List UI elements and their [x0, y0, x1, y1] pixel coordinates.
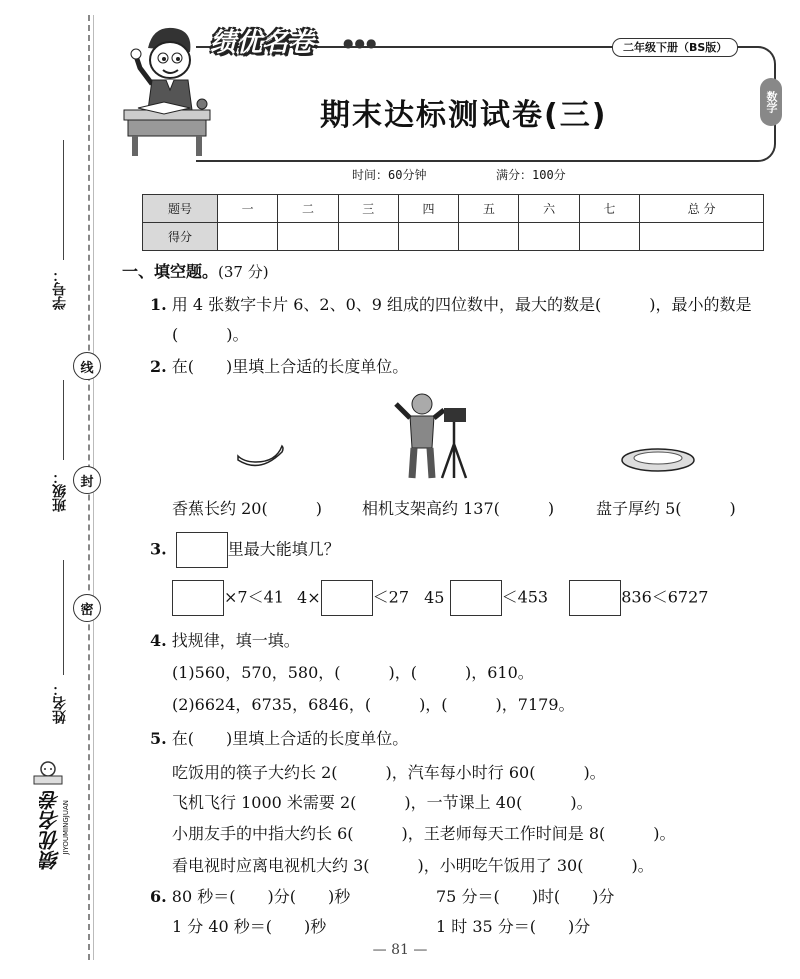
q3-answer-box-4[interactable]	[569, 580, 621, 616]
q3-expr-3-after: ＜453	[501, 587, 549, 607]
score-cell[interactable]	[398, 223, 458, 251]
score-cell[interactable]	[338, 223, 398, 251]
q3-prompt: 里最大能填几？	[227, 539, 340, 559]
seal-seal-char: 封	[73, 466, 101, 494]
q3-expr-1: ×7＜41	[224, 587, 284, 607]
q3-answer-box-3[interactable]	[450, 580, 502, 616]
score-col-7: 七	[579, 195, 639, 223]
name-blank	[63, 560, 64, 675]
q2-prompt: 在( )里填上合适的长度单位。	[171, 357, 409, 376]
q5-line-3: 小朋友手的中指大约长 6( )，王老师每天工作时间是 8( )。	[172, 824, 676, 843]
q6-line-1	[150, 884, 350, 907]
q6-c: 1 分 40 秒＝( )秒	[172, 917, 327, 936]
q3-expr-4-after: 836＜6727	[621, 587, 709, 607]
score-col-3: 三	[338, 195, 398, 223]
brand-logo: 绩优名卷	[210, 28, 315, 58]
q2-tripod: 相机支架高约 137( )	[362, 499, 555, 518]
q4-line-2: (2)6624，6735，6846，( )，( )，7179。	[172, 695, 575, 714]
q5-line-1: 吃饭用的筷子大约长 2( )，汽车每小时行 60( )。	[172, 763, 606, 782]
q6-a: 80 秒＝( )分( )秒	[171, 887, 351, 906]
student-id-label: 学号：	[52, 268, 68, 310]
q3-prompt-line	[150, 532, 340, 568]
score-cell[interactable]	[579, 223, 639, 251]
q2-prompt-line	[150, 354, 408, 377]
q2-banana: 香蕉长约 20( )	[172, 499, 322, 518]
seal-secret-char: 密	[73, 594, 101, 622]
section-1-title	[122, 259, 269, 282]
q6-b: 75 分＝( )时( )分	[436, 887, 615, 906]
footer-logo-pinyin: JIYOUMINGJUAN	[62, 800, 70, 855]
q4-line-1: (1)560，570，580，( )，( )，610。	[172, 663, 534, 682]
score-col-4: 四	[398, 195, 458, 223]
man-with-camera-tripod-icon	[388, 386, 488, 482]
q3-expr-3-before: 45	[424, 587, 445, 607]
score-col-2: 二	[278, 195, 338, 223]
q5-prompt-line	[150, 726, 408, 749]
q1-text-1: 用 4 张数字卡片 6、2、0、9 组成的四位数中，最大的数是( )，最小的数是	[171, 295, 752, 314]
q2-number: 2.	[150, 357, 167, 376]
student-id-blank	[63, 140, 64, 260]
exam-time: 时间：60分钟	[352, 168, 427, 182]
score-table-row1-header: 题号	[143, 195, 218, 223]
class-label: 班级：	[52, 470, 68, 512]
q4-number: 4.	[150, 631, 167, 650]
page-number: — 81 —	[372, 942, 428, 958]
score-cell[interactable]	[278, 223, 338, 251]
footer-logo-text: 绩优名卷	[39, 790, 63, 870]
score-table-header-row	[143, 195, 764, 223]
q6-d: 1 时 35 分＝( )分	[436, 917, 591, 936]
q3-answer-box-1[interactable]	[172, 580, 224, 616]
name-label: 姓名：	[52, 682, 68, 724]
q1-line1	[150, 292, 752, 315]
score-cell[interactable]	[459, 223, 519, 251]
q1-number: 1.	[150, 295, 167, 314]
q4-prompt: 找规律，填一填。	[171, 631, 300, 650]
seal-line-char: 线	[73, 352, 101, 380]
score-cell[interactable]	[519, 223, 579, 251]
full-score: 满分：100分	[496, 168, 566, 182]
q3-expr-2-after: ＜27	[372, 587, 410, 607]
kid-reading-icon	[28, 760, 68, 788]
score-col-6: 六	[519, 195, 579, 223]
score-col-total: 总 分	[640, 195, 764, 223]
q5-line-4: 看电视时应离电视机大约 3( )，小明吃午饭用了 30( )。	[172, 856, 654, 875]
brand-dots: ●●●	[343, 36, 378, 50]
score-cell[interactable]	[640, 223, 764, 251]
section-1-points: (37 分)	[218, 263, 269, 281]
mascot-boy-icon	[118, 18, 214, 160]
q3-number: 3.	[150, 539, 167, 559]
q3-answer-box-2[interactable]	[321, 580, 373, 616]
plate-icon	[620, 446, 696, 474]
score-col-5: 五	[459, 195, 519, 223]
score-col-1: 一	[218, 195, 278, 223]
q6-number: 6.	[150, 887, 167, 906]
grade-badge: 二年级下册（BS版）	[612, 38, 738, 57]
class-blank	[63, 380, 64, 460]
q5-number: 5.	[150, 729, 167, 748]
q5-prompt: 在( )里填上合适的长度单位。	[171, 729, 409, 748]
subject-badge: 数学	[760, 78, 782, 126]
q2-plate: 盘子厚约 5( )	[596, 499, 736, 518]
score-table	[142, 194, 764, 251]
q3-expr-2-before: 4×	[297, 587, 321, 607]
q3-expressions	[172, 580, 708, 616]
page-title: 期末达标测试卷(三)	[320, 98, 608, 133]
banana-icon	[236, 444, 286, 472]
q3-sample-box	[176, 532, 228, 568]
score-table-score-row	[143, 223, 764, 251]
footer-logo	[28, 760, 68, 792]
q1-line2: ( )。	[172, 325, 249, 344]
q5-line-2: 飞机飞行 1000 米需要 2( )，一节课上 40( )。	[172, 793, 593, 812]
score-cell[interactable]	[218, 223, 278, 251]
section-1-heading: 一、填空题。	[122, 262, 219, 281]
q4-prompt-line	[150, 628, 300, 651]
score-table-row2-header: 得分	[143, 223, 218, 251]
